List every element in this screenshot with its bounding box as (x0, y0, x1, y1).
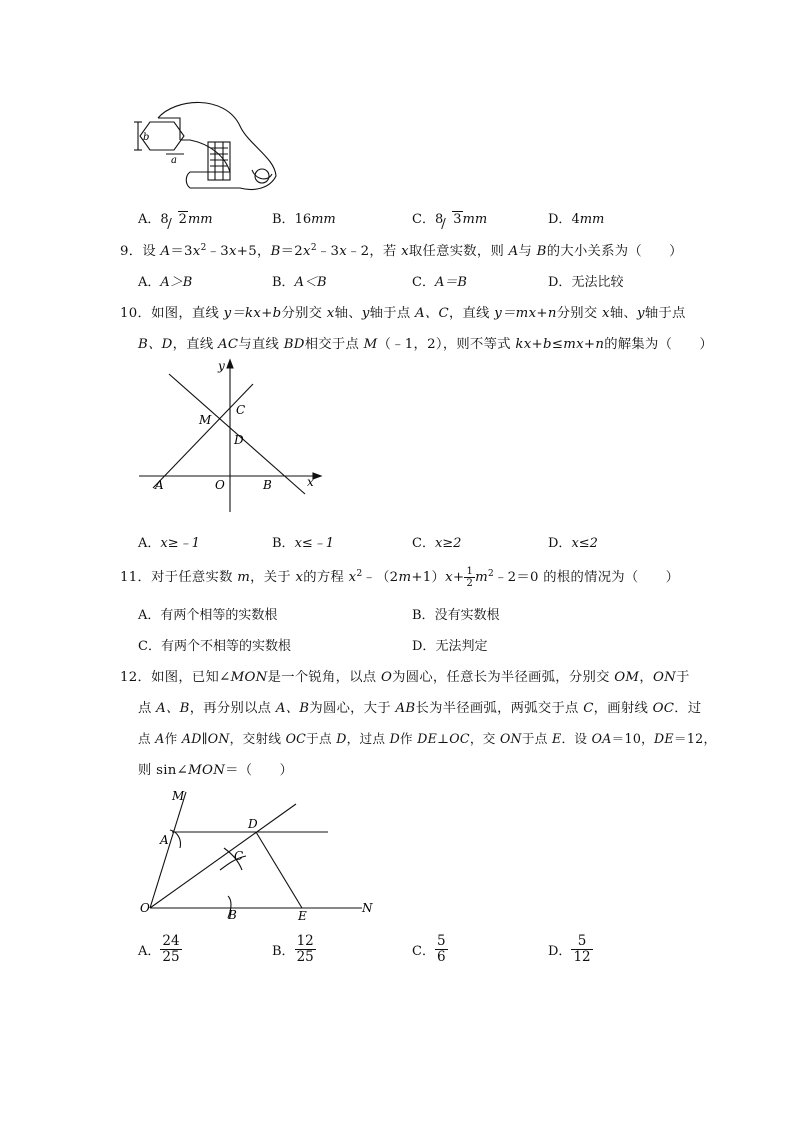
svg-text:x: x (307, 475, 314, 489)
q12-stem-line2: 点 A、B，再分别以点 A、B为圆心，大于 AB长为半径画弧，两弧交于点 C，画射线 OC．过 (138, 701, 702, 716)
svg-text:B: B (228, 908, 237, 922)
svg-text:A: A (160, 833, 169, 847)
q9-option-a[interactable]: A．A＞B (138, 275, 193, 290)
q8-option-b[interactable]: B．16mm (272, 212, 336, 227)
svg-text:C: C (234, 849, 244, 863)
q12-stem-line4: 则 sin∠MON＝（ ） (138, 763, 294, 778)
q11-option-c[interactable]: C．有两个不相等的实数根 (138, 639, 291, 654)
svg-text:N: N (362, 901, 373, 915)
svg-text:C: C (236, 403, 246, 417)
ray-OC (150, 804, 296, 908)
svg-text:y: y (218, 359, 225, 373)
label-a: a (171, 155, 177, 166)
svg-text:O: O (140, 901, 150, 915)
q12-option-a[interactable]: A． $\frac{24}{25}$ (138, 933, 180, 965)
q12-stem-line3: 点 A作 AD∥ON，交射线 OC于点 D，过点 D作 DE⊥OC，交 ON于点 E．设 OA＝10，DE＝12， (138, 731, 717, 746)
svg-text:A: A (155, 478, 164, 492)
svg-text:D: D (248, 817, 258, 831)
q9-stem: 9．设 $A=3x^2﹣3x+5$，$B=2x^2﹣3x﹣2$，若 x取任意实数，则 A与 B的大小关系为（ ） (120, 243, 683, 259)
q10-stem-line2: B、D，直线 AC与直线 BD相交于点 M（﹣1，2），则不等式 kx+b≤mx+n的解集为（ ） (138, 337, 714, 352)
svg-text:M: M (199, 413, 212, 427)
q12-option-b[interactable]: B． $\frac{12}{25}$ (272, 933, 314, 965)
wrench-figure (130, 96, 290, 196)
svg-text:B: B (263, 478, 272, 492)
q10-option-b[interactable]: B．x≤﹣1 (272, 536, 335, 551)
q8-option-d[interactable]: D．4mm (548, 212, 605, 227)
ray-OM (150, 792, 186, 908)
q10-option-d[interactable]: D．x≤2 (548, 536, 598, 551)
q11-option-d[interactable]: D．无法判定 (412, 639, 488, 654)
segment-DE (256, 832, 302, 908)
label-b: b (143, 132, 150, 143)
option-letter: A． (138, 212, 161, 227)
q9-option-b[interactable]: B．A＜B (272, 275, 327, 290)
svg-text:E: E (298, 909, 307, 922)
q8-option-a[interactable]: A．8 2mm (138, 212, 213, 227)
q11-stem: 11．对于任意实数 m，关于 x的方程 $x^2﹣(2m+1)x+$ $\frac{1}{2}$ $m^2﹣2=0$ 的根的情况为（ ） (120, 566, 680, 589)
q10-option-a[interactable]: A．x≥﹣1 (138, 536, 200, 551)
q9-option-d[interactable]: D．无法比较 (548, 275, 624, 290)
q10-option-c[interactable]: C．x≥2 (412, 536, 462, 551)
svg-text:M: M (172, 789, 185, 803)
sqrt-symbol: 2 (169, 212, 188, 227)
q10-stem-line1: 10．如图，直线 y＝kx+b分别交 x轴、y轴于点 A、C，直线 y＝mx+n分别交 x轴、y轴于点 (120, 306, 686, 321)
q8-option-c[interactable]: C．8 3mm (412, 212, 488, 227)
q12-construction-figure (136, 786, 380, 922)
sqrt-symbol: 3 (443, 212, 462, 227)
q9-option-c[interactable]: C．A＝B (412, 275, 467, 290)
q10-coordinate-figure (135, 356, 325, 518)
q11-option-b[interactable]: B．没有实数根 (412, 608, 500, 623)
q12-option-c[interactable]: C． $\frac{5}{6}$ (412, 933, 446, 965)
q12-stem-line1: 12．如图，已知∠MON是一个锐角，以点 O为圆心，任意长为半径画弧，分别交 OM，ON于 (120, 670, 690, 685)
svg-text:O: O (215, 478, 225, 492)
q11-option-a[interactable]: A．有两个相等的实数根 (138, 608, 278, 623)
q12-option-d[interactable]: D． $\frac{5}{12}$ (548, 933, 591, 965)
svg-text:D: D (234, 433, 244, 447)
fraction-half: $\frac{1}{2}$ (466, 566, 474, 589)
